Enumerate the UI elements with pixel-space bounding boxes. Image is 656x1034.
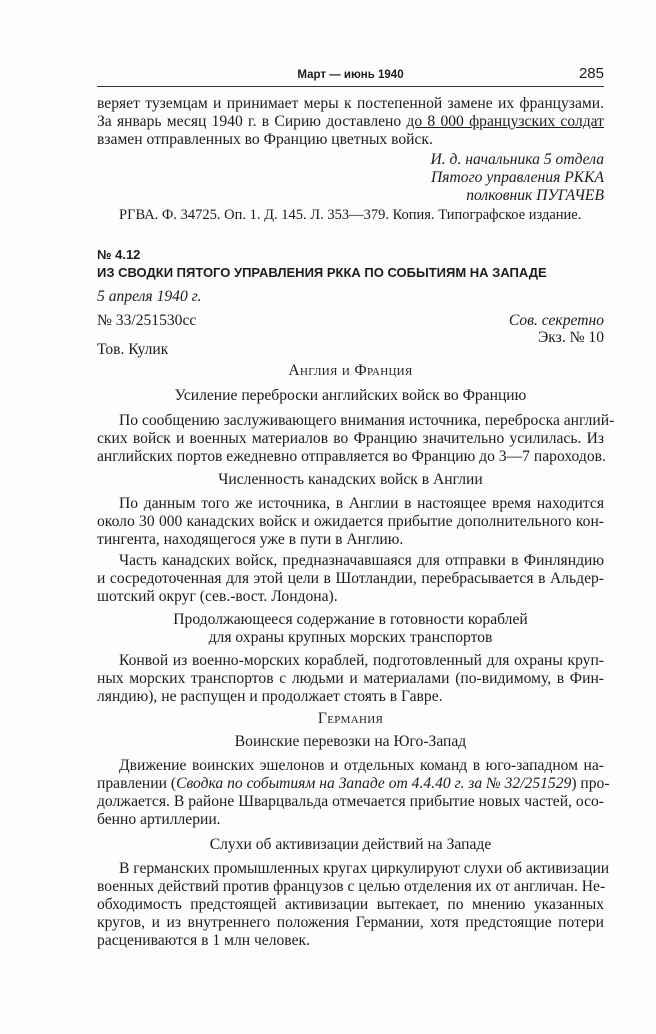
text-line <box>97 793 604 811</box>
text-line <box>97 131 604 149</box>
text-segment: веряет туземцам и принимает меры к постепенной замене их французами. <box>97 95 604 112</box>
paragraph <box>97 495 604 606</box>
paragraph <box>97 412 615 466</box>
text-segment: ) про- <box>571 775 610 792</box>
heading-line: Численность канадских войск в Англии <box>218 471 483 488</box>
subsection-heading <box>97 387 604 405</box>
paragraph <box>97 652 604 706</box>
classification-stamp: Сов. секретно <box>508 312 604 329</box>
text-line <box>97 552 604 570</box>
text-segment: кругов, и из внутреннего положения Германии, хотя предстоящие потери <box>97 914 604 931</box>
underlined-text: до 8 000 французских солдат <box>406 113 604 130</box>
text-segment: бенно артиллерии. <box>97 811 221 828</box>
registration-number: № 33/251530сс <box>97 312 197 329</box>
paragraph <box>97 757 610 829</box>
text-line <box>97 448 604 466</box>
heading-line: для охраны крупных морских транспортов <box>208 629 493 646</box>
text-segment: шотский округ (сев.-вост. Лондона). <box>97 588 338 605</box>
signature-block <box>97 151 604 205</box>
heading-line: Германия <box>317 710 384 727</box>
text-segment: По сообщению заслуживающего внимания источника, переброска англий- <box>119 412 615 429</box>
text-segment: Движение воинских эшелонов и отдельных команд в юго-западном на- <box>119 757 604 774</box>
text-segment: военных действий против французов с целью отделения их от англичан. Не- <box>97 878 606 895</box>
section-heading <box>97 362 604 380</box>
signature-position: И. д. начальника 5 отдела <box>430 151 604 168</box>
text-line <box>97 570 604 588</box>
heading-line: Усиление переброски английских войск во Францию <box>174 387 527 404</box>
text-segment: взамен отправленных во Францию цветных войск. <box>97 131 433 148</box>
subsection-heading <box>97 733 604 751</box>
text-line <box>97 95 604 113</box>
heading-line: Слухи об активизации действий на Западе <box>209 836 492 853</box>
page-number: 285 <box>578 65 604 82</box>
text-line <box>97 513 604 531</box>
text-line <box>97 860 610 878</box>
paragraph <box>97 860 610 950</box>
text-segment: Часть канадских войск, предназначавшаяся для отправки в Финляндию <box>119 552 604 569</box>
text-line <box>97 430 604 448</box>
text-segment: В германских промышленных кругах циркулируют слухи об активизации <box>119 860 610 877</box>
text-segment: Конвой из военно-морских кораблей, подготовленный для охраны круп- <box>119 652 604 669</box>
text-line <box>97 688 604 706</box>
text-line <box>97 914 604 932</box>
text-line <box>97 757 604 775</box>
italic-reference: Сводка по событиям на Западе от 4.4.40 г. за № 32/251529 <box>176 775 572 792</box>
text-segment: За январь месяц 1940 г. в Сирию доставлено <box>97 113 407 130</box>
text-line <box>97 775 610 793</box>
addressee: Тов. Кулик <box>97 341 169 358</box>
text-segment: ных морских транспортов с людьми и материалами (по-видимому, в Фин- <box>97 670 604 687</box>
heading-line: Продолжающееся содержание в готовности кораблей <box>173 611 528 628</box>
running-title: Март — июнь 1940 <box>297 69 404 81</box>
document-date: 5 апреля 1940 г. <box>97 288 202 305</box>
text-segment: правлении ( <box>97 775 177 792</box>
archive-source-note: РГВА. Ф. 34725. Оп. 1. Д. 145. Л. 353—379. Копия. Типографское издание. <box>119 207 582 223</box>
text-line <box>97 588 604 606</box>
text-segment: английских портов ежедневно отправляется во Францию до 3—7 пароходов. <box>97 448 606 465</box>
continuation-paragraph <box>97 95 604 149</box>
text-line <box>97 113 604 131</box>
text-line <box>97 531 604 549</box>
subsection-heading <box>97 471 604 489</box>
text-segment: около 30 000 канадских войск и ожидается прибытие дополнительного кон- <box>97 513 604 530</box>
document-title: ИЗ СВОДКИ ПЯТОГО УПРАВЛЕНИЯ РККА ПО СОБЫТИЯМ НА ЗАПАДЕ <box>97 265 547 280</box>
text-segment: и сосредоточенная для этой цели в Шотландии, перебрасывается в Альдер- <box>97 570 604 587</box>
heading-line: Англия и Франция <box>288 362 413 379</box>
text-line <box>97 495 604 513</box>
text-segment: ляндию), не распущен и продолжает стоять в Гавре. <box>97 688 443 705</box>
subsection-heading <box>97 611 604 647</box>
document-number: № 4.12 <box>97 247 141 262</box>
text-line <box>97 932 604 950</box>
running-header <box>97 66 604 87</box>
text-segment: расцениваются в 1 млн человек. <box>97 932 310 949</box>
signature-department: Пятого управления РККА <box>431 169 604 186</box>
copy-number: Экз. № 10 <box>538 329 604 346</box>
text-line <box>97 896 604 914</box>
section-heading <box>97 710 604 728</box>
text-line <box>97 652 604 670</box>
text-line <box>97 811 604 829</box>
text-line <box>97 412 615 430</box>
text-line <box>97 878 604 896</box>
heading-line: Воинские перевозки на Юго-Запад <box>234 733 467 750</box>
text-line <box>97 670 604 688</box>
signature-name: полковник ПУГАЧЕВ <box>466 187 604 204</box>
text-segment: обходимость предстоящей активизации вытекает, по мнению указанных <box>97 896 604 913</box>
text-segment: должается. В районе Шварцвальда отмечается прибытие новых частей, осо- <box>97 793 604 810</box>
text-segment: ских войск и военных материалов во Францию значительно усилилась. Из <box>97 430 604 447</box>
subsection-heading <box>97 836 604 854</box>
text-segment: По данным того же источника, в Англии в настоящее время находится <box>119 495 604 512</box>
text-segment: тингента, находящегося уже в пути в Англию. <box>97 531 404 548</box>
